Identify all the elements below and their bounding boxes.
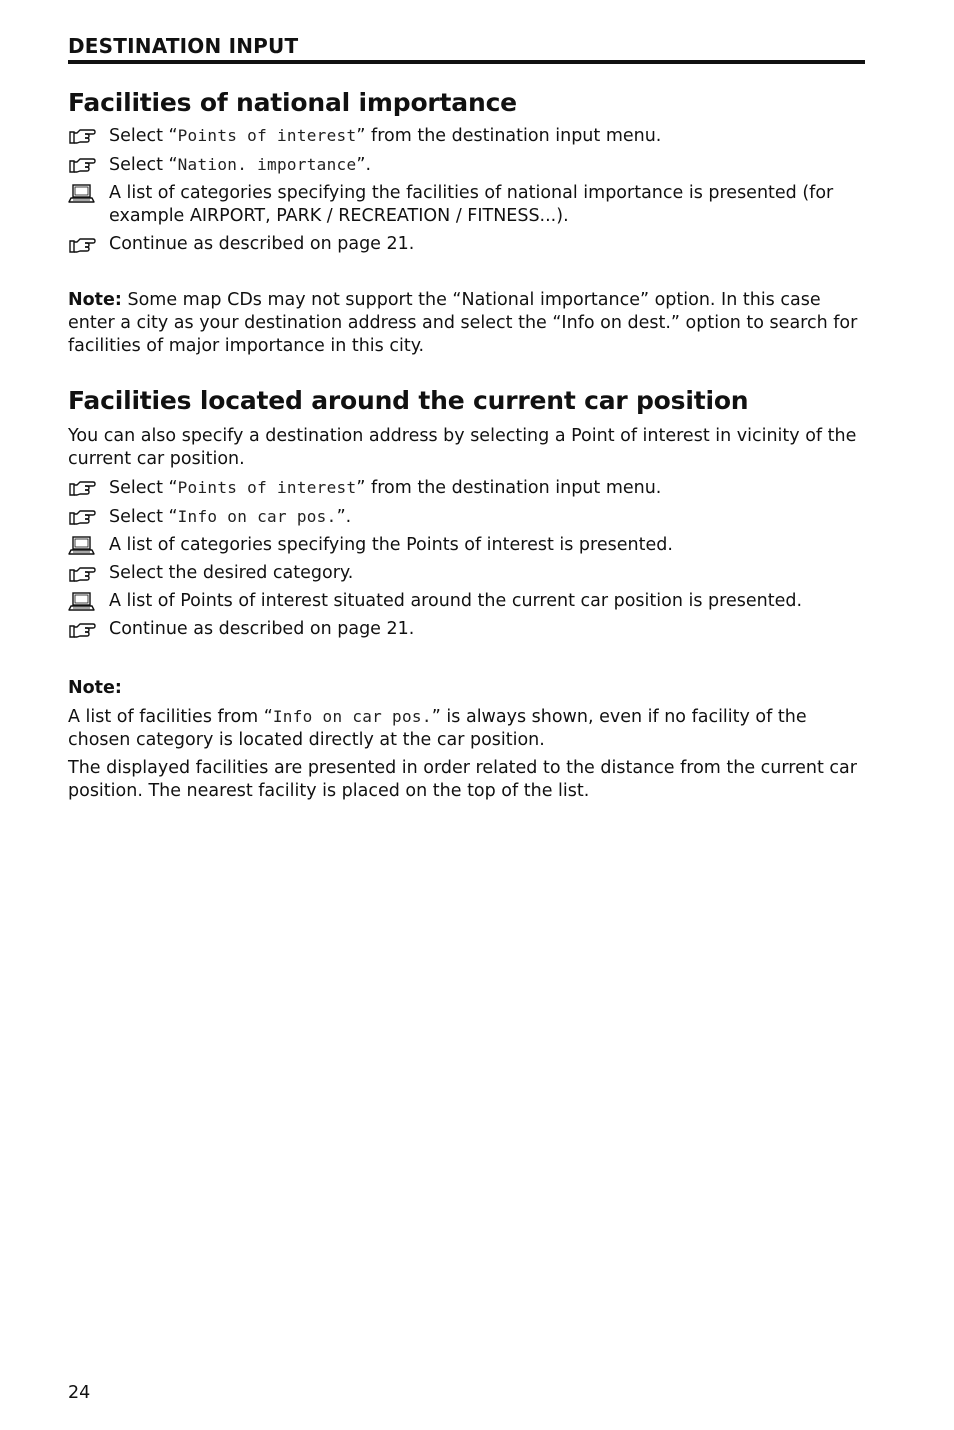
note-paragraph	[68, 705, 865, 752]
result-item	[68, 590, 865, 613]
monitor-icon	[68, 183, 96, 205]
note-paragraph: The displayed facilities are presented in order related to the distance from the current car position. The nearest facility is placed on the top of the list.	[68, 758, 857, 801]
step-item	[68, 618, 865, 641]
running-header: DESTINATION INPUT	[68, 34, 865, 64]
step-text: Select “	[109, 126, 178, 146]
note-label: Note:	[68, 290, 122, 310]
step-text: Select “	[109, 507, 178, 527]
ui-term: Points of interest	[177, 126, 357, 145]
pointing-hand-icon	[68, 619, 96, 641]
step-item	[68, 476, 865, 500]
note-text: ” is always shown, even if no facility of the chosen category is located directly at the car position.	[68, 707, 807, 750]
section-title-national-importance: Facilities of national importance	[68, 88, 517, 117]
step-text: Continue as described on page 21.	[109, 619, 415, 639]
step-text: Select the desired category.	[109, 563, 354, 583]
step-item	[68, 505, 865, 529]
result-item	[68, 182, 865, 228]
step-text: ” from the destination input menu.	[356, 478, 662, 498]
pointing-hand-icon	[68, 154, 96, 176]
pointing-hand-icon	[68, 506, 96, 528]
ui-term: Info on car pos.	[177, 507, 337, 526]
note-text: Some map CDs may not support the “National importance” option. In this case enter a city as your destination address and select the “Info on dest.” option to search for facilities of major importance in this city.	[68, 290, 858, 356]
monitor-icon	[68, 591, 96, 613]
pointing-hand-icon	[68, 125, 96, 147]
step-item	[68, 562, 865, 585]
ui-term: Points of interest	[177, 478, 357, 497]
result-text: A list of Points of interest situated around the current car position is presented.	[109, 591, 803, 611]
step-text: Select “	[109, 478, 178, 498]
step-item	[68, 233, 865, 256]
step-text: Select “	[109, 155, 178, 175]
note-heading: Note:	[68, 678, 122, 698]
monitor-icon	[68, 535, 96, 557]
note-text: A list of facilities from “	[68, 707, 273, 727]
result-text: A list of categories specifying the Points of interest is presented.	[109, 535, 673, 555]
page-number: 24	[68, 1383, 91, 1403]
step-item	[68, 124, 865, 148]
manual-page	[68, 34, 865, 803]
step-text: Continue as described on page 21.	[109, 234, 415, 254]
step-text: ”.	[356, 155, 372, 175]
step-text: ”.	[336, 507, 352, 527]
result-item	[68, 534, 865, 557]
section-intro: You can also specify a destination address by selecting a Point of interest in vicinity of the current car position.	[68, 426, 857, 469]
step-item	[68, 153, 865, 177]
note-national-importance	[68, 289, 865, 358]
steps-national-importance	[68, 124, 865, 256]
pointing-hand-icon	[68, 234, 96, 256]
ui-term: Nation. importance	[177, 155, 357, 174]
pointing-hand-icon	[68, 563, 96, 585]
ui-term: Info on car pos.	[272, 707, 432, 726]
step-text: ” from the destination input menu.	[356, 126, 662, 146]
section-title-around-car-position: Facilities located around the current car position	[68, 386, 749, 415]
pointing-hand-icon	[68, 477, 96, 499]
steps-around-car-position	[68, 476, 865, 641]
result-text: A list of categories specifying the facilities of national importance is presented (for example AIRPORT, PARK / RECREATION / FITNESS...).	[109, 183, 834, 226]
